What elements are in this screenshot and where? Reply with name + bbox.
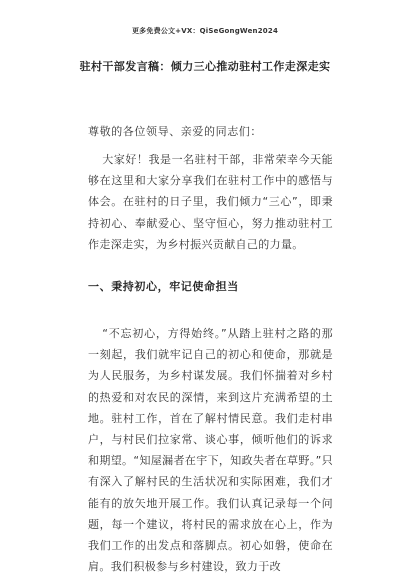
header-note: 更多免费公文+VX：QiSeGongWen2024 [131,27,279,35]
section-heading: 一、秉持初心，牢记使命担当 [88,280,239,293]
salutation: 尊敬的各位领导、亲爱的同志们： [88,125,262,138]
paragraph-intro: 大家好！我是一名驻村干部，非常荣幸今天能够在这里和大家分享我们在驻村工作中的感悟与体会。在驻村的日子里，我们倾力“三心”，即秉持初心、奉献爱心、坚守恒心，努力推动驻村工作走深走实，为乡村振兴贡献自己的力量。 [88,153,333,251]
page-title: 驻村干部发言稿：倾力三心推动驻村工作走深走实 [79,60,331,73]
paragraph-body: “不忘初心，方得始终。”从踏上驻村之路的那一刻起，我们就牢记自己的初心和使命，那就是为人民服务，为乡村谋发展。我们怀揣着对乡村的热爱和对农民的深情，来到这片充满希望的土地。驻村工作，首在了解村情民意。我们走村串户，与村民们拉家常、谈心事，倾听他们的诉求和期望。“知屋漏者在宇下，知政失者在草野。”只有深入了解村民的生活状况和实际困难，我们才能有的放矢地开展工作。我们认真记录每一个问题，每一个建议，将村民的需求放在心上，作为我们工作的出发点和落脚点。初心如磐，使命在肩。我们积极参与乡村建设，致力于改 [88,327,333,574]
